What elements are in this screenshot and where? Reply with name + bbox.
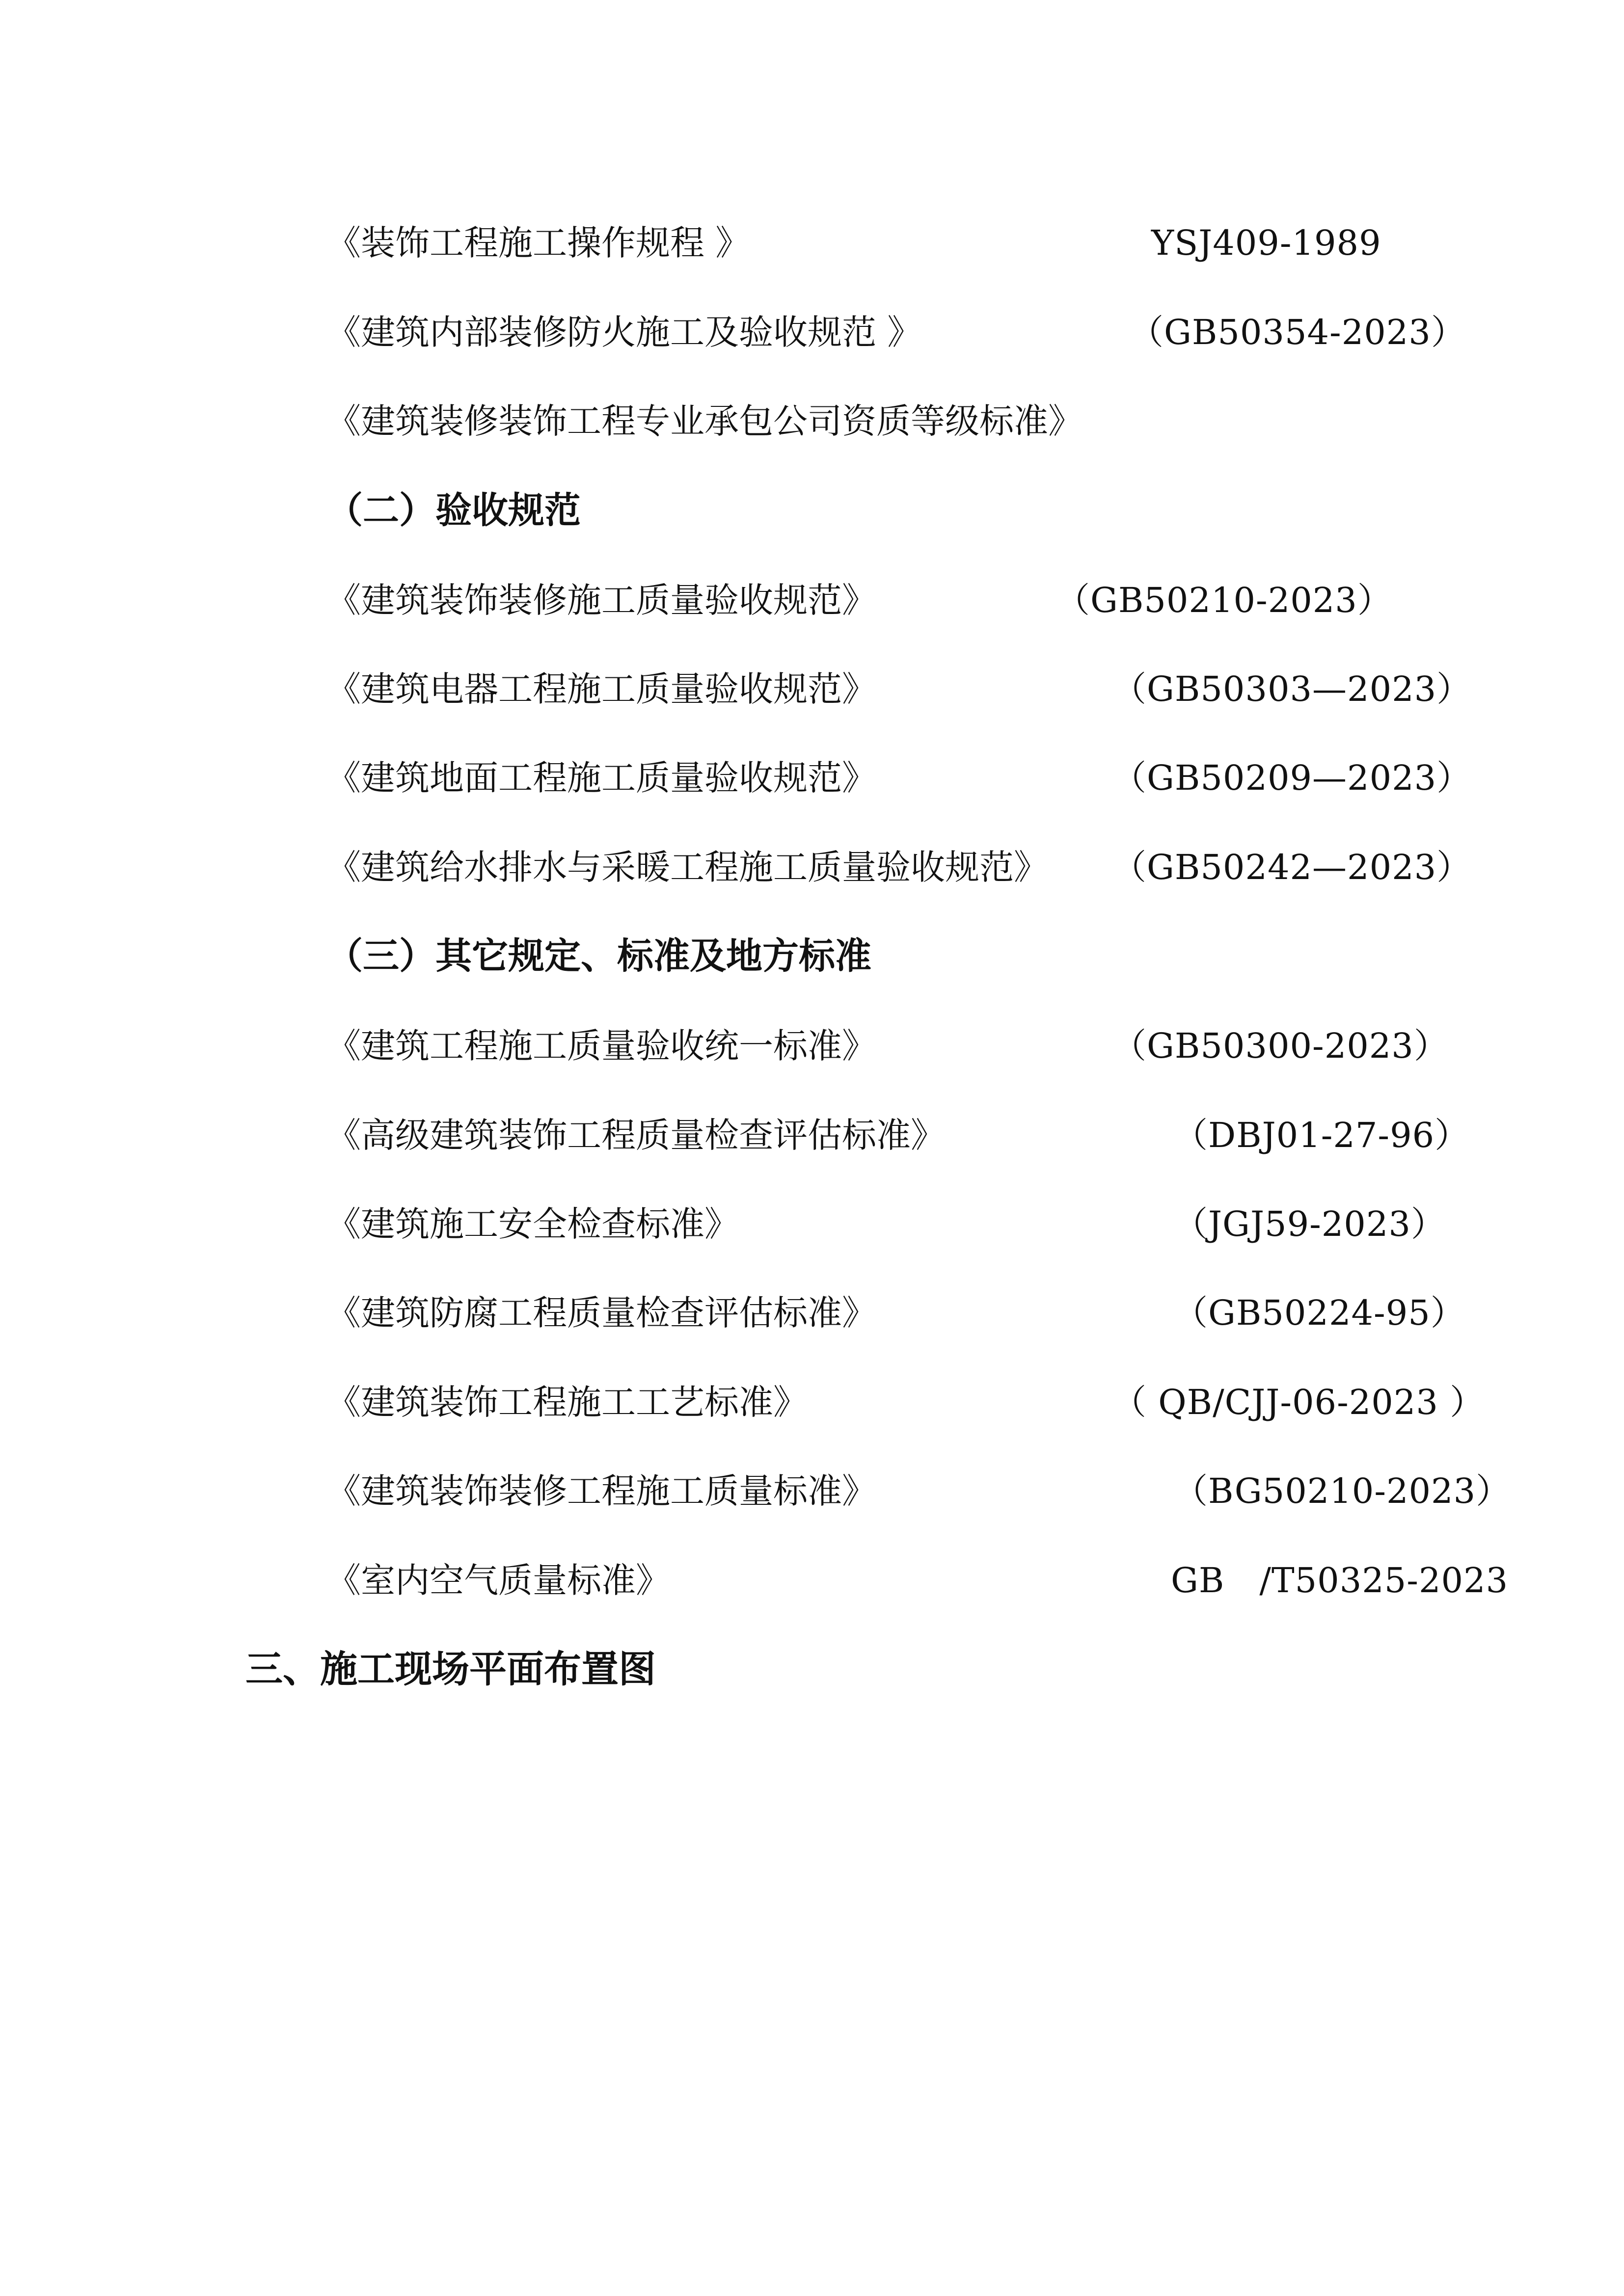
standard-title: 《建筑装饰工程施工工艺标准》 — [326, 1382, 808, 1422]
standard-code: （JGJ59-2023） — [1173, 1204, 1446, 1244]
standard-title: 《建筑电器工程施工质量验收规范》 — [326, 669, 876, 709]
standard-code: （DBJ01-27-96） — [1173, 1115, 1470, 1155]
standard-code: （GB50210-2023） — [1056, 580, 1392, 620]
standard-title: 《建筑工程施工质量验收统一标准》 — [326, 1026, 876, 1066]
standard-code: （GB50303—2023） — [1112, 669, 1472, 709]
standard-code: （GB50242—2023） — [1112, 847, 1472, 887]
standard-code: （BG50210-2023） — [1173, 1471, 1511, 1511]
standard-code: （GB50209—2023） — [1112, 758, 1472, 798]
chapter-heading-site-layout: 三、施工现场平面布置图 — [245, 1647, 656, 1691]
standard-title: 《装饰工程施工操作规程 》 — [326, 223, 750, 263]
standard-title: 《建筑施工安全检查标准》 — [326, 1204, 739, 1244]
standard-title: 《建筑防腐工程质量检查评估标准》 — [326, 1293, 876, 1333]
standard-code: （GB50354-2023） — [1129, 312, 1466, 352]
section-heading-acceptance: （二）验收规范 — [326, 489, 581, 532]
standard-code: （GB50224-95） — [1173, 1293, 1465, 1333]
standard-title: 《建筑装修装饰工程专业承包公司资质等级标准》 — [326, 401, 1083, 441]
section-heading-other-standards: （三）其它规定、标准及地方标准 — [326, 935, 871, 977]
standard-code: （GB50300-2023） — [1112, 1026, 1449, 1066]
standard-title: 《建筑装饰装修施工质量验收规范》 — [326, 580, 876, 620]
standard-title: 《建筑装饰装修工程施工质量标准》 — [326, 1471, 876, 1511]
standard-code: （ QB/CJJ-06-2023 ） — [1112, 1382, 1485, 1422]
standard-title: 《建筑给水排水与采暖工程施工质量验收规范》 — [326, 847, 1048, 887]
standard-title: 《高级建筑装饰工程质量检查评估标准》 — [326, 1115, 945, 1155]
standard-code: YSJ409-1989 — [1151, 223, 1381, 263]
standard-title: 《建筑内部装修防火施工及验收规范 》 — [326, 312, 922, 352]
standard-code: GB /T50325-2023 — [1171, 1560, 1509, 1601]
standard-title: 《建筑地面工程施工质量验收规范》 — [326, 758, 876, 798]
standard-title: 《室内空气质量标准》 — [326, 1560, 670, 1601]
